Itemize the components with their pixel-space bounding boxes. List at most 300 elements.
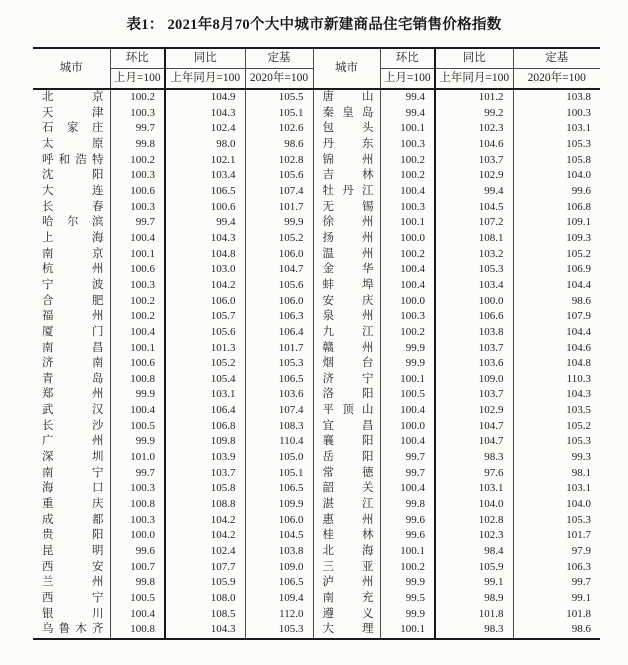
mom-value-left: 100.1 — [110, 247, 165, 263]
mom-value-left: 100.6 — [110, 184, 165, 200]
fixed-value-right: 98.6 — [513, 294, 600, 310]
fixed-value-right: 104.0 — [513, 497, 600, 513]
mom-value-right: 100.3 — [380, 309, 435, 325]
table-row — [33, 481, 600, 497]
mom-value-right: 100.2 — [380, 153, 435, 169]
mom-value-right: 99.9 — [380, 607, 435, 623]
yoy-value-right: 98.3 — [435, 622, 513, 639]
mom-value-right: 100.1 — [380, 121, 435, 137]
table-row — [33, 341, 600, 357]
city-cell-right: 大 理 — [313, 622, 380, 639]
mom-value-left: 101.0 — [110, 450, 165, 466]
table-row — [33, 294, 600, 310]
yoy-value-left: 107.7 — [165, 560, 245, 576]
yoy-value-right: 102.9 — [435, 403, 513, 419]
yoy-value-right: 107.2 — [435, 215, 513, 231]
fixed-value-right: 98.1 — [513, 466, 600, 482]
city-cell-right: 秦 皇 岛 — [313, 106, 380, 122]
yoy-value-right: 102.8 — [435, 513, 513, 529]
yoy-value-left: 104.2 — [165, 278, 245, 294]
yoy-value-left: 108.8 — [165, 497, 245, 513]
mom-value-right: 99.7 — [380, 450, 435, 466]
mom-value-left: 99.7 — [110, 215, 165, 231]
yoy-value-right: 103.8 — [435, 325, 513, 341]
mom-value-right: 100.4 — [380, 184, 435, 200]
fixed-value-left: 106.5 — [245, 372, 313, 388]
city-cell-left: 济 南 — [42, 357, 104, 370]
yoy-value-left: 104.9 — [165, 89, 245, 106]
table-row — [33, 184, 600, 200]
city-cell-right: 宜 昌 — [313, 419, 380, 435]
price-index-table — [33, 47, 600, 640]
fixed-value-left: 105.5 — [245, 89, 313, 106]
mom-value-right: 100.0 — [380, 294, 435, 310]
city-cell-left: 南 昌 — [42, 341, 104, 354]
table-row — [33, 168, 600, 184]
yoy-value-right: 104.5 — [435, 200, 513, 216]
header-yoy-right: 同比 — [435, 48, 513, 69]
mom-value-left: 99.7 — [110, 466, 165, 482]
city-cell-right: 遵 义 — [313, 607, 380, 623]
city-cell-left: 天 津 — [42, 106, 104, 119]
mom-value-left: 100.4 — [110, 403, 165, 419]
fixed-value-left: 109.4 — [245, 591, 313, 607]
city-cell-left: 长 春 — [42, 200, 104, 213]
table-row — [33, 231, 600, 247]
fixed-value-left: 102.8 — [245, 153, 313, 169]
mom-value-right: 99.5 — [380, 591, 435, 607]
table-row — [33, 325, 600, 341]
fixed-value-left: 106.5 — [245, 481, 313, 497]
fixed-value-right: 105.8 — [513, 153, 600, 169]
yoy-value-right: 98.4 — [435, 544, 513, 560]
fixed-value-left: 99.9 — [245, 215, 313, 231]
mom-value-left: 100.2 — [110, 294, 165, 310]
yoy-value-left: 98.0 — [165, 137, 245, 153]
fixed-value-left: 106.5 — [245, 575, 313, 591]
table-row — [33, 403, 600, 419]
table-row — [33, 278, 600, 294]
mom-value-left: 100.1 — [110, 341, 165, 357]
table-row — [33, 106, 600, 122]
fixed-value-right: 105.2 — [513, 419, 600, 435]
yoy-value-right: 103.2 — [435, 247, 513, 263]
table-header — [33, 48, 600, 89]
city-cell-left: 海 口 — [42, 482, 104, 495]
yoy-value-right: 101.8 — [435, 607, 513, 623]
yoy-value-right: 102.3 — [435, 121, 513, 137]
table-row — [33, 215, 600, 231]
city-cell-left: 乌 鲁 木 齐 — [42, 623, 104, 636]
table-row — [33, 466, 600, 482]
yoy-value-right: 103.6 — [435, 356, 513, 372]
city-cell-right: 无 锡 — [313, 200, 380, 216]
yoy-value-right: 99.2 — [435, 106, 513, 122]
yoy-value-left: 103.1 — [165, 387, 245, 403]
yoy-value-right: 99.4 — [435, 184, 513, 200]
mom-value-right: 100.4 — [380, 278, 435, 294]
fixed-value-left: 104.5 — [245, 528, 313, 544]
fixed-value-left: 103.6 — [245, 387, 313, 403]
fixed-value-right: 105.3 — [513, 137, 600, 153]
yoy-value-right: 102.9 — [435, 168, 513, 184]
city-cell-right: 蚌 埠 — [313, 278, 380, 294]
city-cell-right: 平 顶 山 — [313, 403, 380, 419]
city-cell-left: 西 安 — [42, 560, 104, 573]
city-cell-right: 泉 州 — [313, 309, 380, 325]
fixed-value-right: 99.1 — [513, 591, 600, 607]
mom-value-right: 100.4 — [380, 262, 435, 278]
city-cell-left: 武 汉 — [42, 404, 104, 417]
city-cell-left: 合 肥 — [42, 294, 104, 307]
yoy-value-left: 104.2 — [165, 528, 245, 544]
mom-value-right: 99.6 — [380, 528, 435, 544]
subheader-yoy-base-right: 上年同月=100 — [435, 69, 513, 90]
yoy-value-right: 104.6 — [435, 137, 513, 153]
fixed-value-left: 102.6 — [245, 121, 313, 137]
fixed-value-right: 103.1 — [513, 121, 600, 137]
city-cell-left: 青 岛 — [42, 372, 104, 385]
table-row — [33, 121, 600, 137]
yoy-value-right: 98.3 — [435, 450, 513, 466]
yoy-value-left: 105.4 — [165, 372, 245, 388]
city-cell-right: 襄 阳 — [313, 434, 380, 450]
city-cell-right: 常 德 — [313, 466, 380, 482]
city-cell-left: 长 沙 — [42, 419, 104, 432]
mom-value-left: 100.0 — [110, 528, 165, 544]
fixed-value-left: 105.6 — [245, 278, 313, 294]
table-title: 表1： 2021年8月70个大中城市新建商品住宅销售价格指数 — [126, 17, 502, 33]
city-cell-right: 包 头 — [313, 121, 380, 137]
mom-value-right: 100.4 — [380, 481, 435, 497]
yoy-value-left: 105.9 — [165, 575, 245, 591]
yoy-value-left: 106.4 — [165, 403, 245, 419]
city-cell-right: 北 海 — [313, 544, 380, 560]
yoy-value-right: 105.3 — [435, 262, 513, 278]
yoy-value-right: 109.0 — [435, 372, 513, 388]
yoy-value-right: 104.0 — [435, 497, 513, 513]
city-cell-left: 深 圳 — [42, 451, 104, 464]
mom-value-right: 100.2 — [380, 168, 435, 184]
yoy-value-left: 103.9 — [165, 450, 245, 466]
mom-value-left: 100.2 — [110, 153, 165, 169]
city-cell-left: 贵 阳 — [42, 529, 104, 542]
city-cell-left: 厦 门 — [42, 325, 104, 338]
mom-value-right: 100.0 — [380, 419, 435, 435]
yoy-value-left: 106.0 — [165, 294, 245, 310]
yoy-value-right: 108.1 — [435, 231, 513, 247]
header-mom-right: 环比 — [380, 48, 435, 69]
mom-value-right: 100.3 — [380, 137, 435, 153]
city-cell-right: 湛 江 — [313, 497, 380, 513]
table-body — [33, 89, 600, 639]
fixed-value-right: 99.3 — [513, 450, 600, 466]
table-row — [33, 247, 600, 263]
city-cell-left: 北 京 — [42, 91, 104, 103]
city-cell-left: 银 川 — [42, 607, 104, 620]
table-row — [33, 372, 600, 388]
table-row — [33, 575, 600, 591]
mom-value-right: 100.3 — [380, 200, 435, 216]
header-city-left: 城市 — [59, 62, 83, 74]
city-cell-right: 桂 林 — [313, 528, 380, 544]
mom-value-left: 99.8 — [110, 137, 165, 153]
table-row — [33, 528, 600, 544]
fixed-value-right: 106.3 — [513, 560, 600, 576]
yoy-value-left: 100.6 — [165, 200, 245, 216]
city-cell-right: 泸 州 — [313, 575, 380, 591]
yoy-value-right: 102.3 — [435, 528, 513, 544]
fixed-value-right: 107.9 — [513, 309, 600, 325]
mom-value-left: 100.8 — [110, 372, 165, 388]
city-cell-left: 杭 州 — [42, 263, 104, 276]
fixed-value-left: 105.6 — [245, 168, 313, 184]
subheader-mom-base-right: 上月=100 — [380, 69, 435, 90]
fixed-value-right: 109.3 — [513, 231, 600, 247]
city-cell-left: 广 州 — [42, 435, 104, 448]
fixed-value-left: 105.0 — [245, 450, 313, 466]
yoy-value-right: 100.0 — [435, 294, 513, 310]
fixed-value-right: 110.3 — [513, 372, 600, 388]
subheader-yoy-base-left: 上年同月=100 — [165, 69, 245, 90]
city-cell-left: 郑 州 — [42, 388, 104, 401]
mom-value-left: 100.3 — [110, 106, 165, 122]
header-fixed-left: 定基 — [245, 48, 313, 69]
city-cell-left: 哈 尔 滨 — [42, 216, 104, 229]
city-cell-right: 济 宁 — [313, 372, 380, 388]
city-cell-right: 唐 山 — [313, 89, 380, 106]
header-fixed-right: 定基 — [513, 48, 600, 69]
fixed-value-left: 109.0 — [245, 560, 313, 576]
fixed-value-left: 98.6 — [245, 137, 313, 153]
mom-value-left: 100.3 — [110, 200, 165, 216]
fixed-value-right: 103.5 — [513, 403, 600, 419]
yoy-value-left: 106.5 — [165, 184, 245, 200]
fixed-value-left: 105.2 — [245, 231, 313, 247]
fixed-value-left: 105.1 — [245, 106, 313, 122]
yoy-value-left: 102.4 — [165, 544, 245, 560]
city-cell-left: 南 宁 — [42, 466, 104, 479]
fixed-value-right: 105.3 — [513, 434, 600, 450]
city-cell-left: 南 京 — [42, 247, 104, 260]
city-cell-left: 太 原 — [42, 137, 104, 150]
mom-value-right: 100.2 — [380, 247, 435, 263]
fixed-value-left: 101.7 — [245, 200, 313, 216]
fixed-value-right: 106.9 — [513, 262, 600, 278]
fixed-value-right: 104.8 — [513, 356, 600, 372]
yoy-value-left: 103.7 — [165, 466, 245, 482]
city-cell-left: 石 家 庄 — [42, 122, 104, 135]
fixed-value-right: 104.3 — [513, 387, 600, 403]
table-row — [33, 200, 600, 216]
yoy-value-left: 104.3 — [165, 106, 245, 122]
mom-value-right: 100.1 — [380, 622, 435, 639]
yoy-value-left: 108.5 — [165, 607, 245, 623]
city-cell-right: 烟 台 — [313, 356, 380, 372]
city-cell-left: 昆 明 — [42, 545, 104, 558]
mom-value-right: 99.8 — [380, 497, 435, 513]
fixed-value-right: 105.2 — [513, 247, 600, 263]
yoy-value-left: 101.3 — [165, 341, 245, 357]
mom-value-right: 100.4 — [380, 403, 435, 419]
yoy-value-right: 103.4 — [435, 278, 513, 294]
mom-value-left: 100.8 — [110, 497, 165, 513]
mom-value-left: 100.3 — [110, 278, 165, 294]
mom-value-left: 100.3 — [110, 481, 165, 497]
mom-value-right: 100.1 — [380, 544, 435, 560]
mom-value-left: 100.5 — [110, 419, 165, 435]
yoy-value-left: 104.3 — [165, 231, 245, 247]
fixed-value-right: 100.3 — [513, 106, 600, 122]
mom-value-right: 99.7 — [380, 466, 435, 482]
fixed-value-right: 101.8 — [513, 607, 600, 623]
table-row — [33, 262, 600, 278]
mom-value-right: 100.1 — [380, 215, 435, 231]
mom-value-left: 100.6 — [110, 262, 165, 278]
mom-value-right: 100.1 — [380, 372, 435, 388]
table-row — [33, 137, 600, 153]
fixed-value-right: 104.6 — [513, 341, 600, 357]
mom-value-left: 99.9 — [110, 434, 165, 450]
city-cell-left: 大 连 — [42, 184, 104, 197]
yoy-value-left: 105.6 — [165, 325, 245, 341]
fixed-value-left: 110.4 — [245, 434, 313, 450]
table-row — [33, 497, 600, 513]
header-yoy-left: 同比 — [165, 48, 245, 69]
fixed-value-right: 98.6 — [513, 622, 600, 639]
yoy-value-right: 104.7 — [435, 419, 513, 435]
city-cell-right: 南 充 — [313, 591, 380, 607]
table-row — [33, 513, 600, 529]
mom-value-left: 100.4 — [110, 607, 165, 623]
city-cell-left: 呼 和 浩 特 — [42, 153, 104, 166]
city-cell-right: 徐 州 — [313, 215, 380, 231]
fixed-value-left: 104.7 — [245, 262, 313, 278]
city-cell-right: 洛 阳 — [313, 387, 380, 403]
mom-value-left: 100.7 — [110, 560, 165, 576]
mom-value-right: 99.9 — [380, 341, 435, 357]
fixed-value-left: 106.0 — [245, 247, 313, 263]
yoy-value-right: 97.6 — [435, 466, 513, 482]
fixed-value-left: 112.0 — [245, 607, 313, 623]
mom-value-right: 99.4 — [380, 106, 435, 122]
yoy-value-right: 103.1 — [435, 481, 513, 497]
mom-value-right: 99.6 — [380, 513, 435, 529]
fixed-value-right: 97.9 — [513, 544, 600, 560]
yoy-value-left: 103.0 — [165, 262, 245, 278]
fixed-value-right: 104.4 — [513, 278, 600, 294]
yoy-value-left: 105.2 — [165, 356, 245, 372]
yoy-value-left: 106.8 — [165, 419, 245, 435]
mom-value-right: 99.4 — [380, 89, 435, 106]
city-cell-left: 重 庆 — [42, 498, 104, 511]
city-cell-left: 西 宁 — [42, 592, 104, 604]
table-row — [33, 89, 600, 106]
fixed-value-right: 106.8 — [513, 200, 600, 216]
fixed-value-left: 105.3 — [245, 622, 313, 639]
yoy-value-left: 99.4 — [165, 215, 245, 231]
city-cell-right: 锦 州 — [313, 153, 380, 169]
yoy-value-left: 108.0 — [165, 591, 245, 607]
fixed-value-right: 103.8 — [513, 89, 600, 106]
fixed-value-left: 107.4 — [245, 403, 313, 419]
subheader-fixed-base-left: 2020年=100 — [245, 69, 313, 90]
mom-value-left: 99.8 — [110, 575, 165, 591]
mom-value-left: 100.2 — [110, 89, 165, 106]
mom-value-right: 99.9 — [380, 356, 435, 372]
fixed-value-right: 109.1 — [513, 215, 600, 231]
city-cell-right: 惠 州 — [313, 513, 380, 529]
fixed-value-left: 103.8 — [245, 544, 313, 560]
table-row — [33, 607, 600, 623]
mom-value-right: 100.2 — [380, 325, 435, 341]
city-cell-right: 扬 州 — [313, 231, 380, 247]
mom-value-left: 99.9 — [110, 387, 165, 403]
city-cell-left: 沈 阳 — [42, 169, 104, 182]
yoy-value-right: 104.7 — [435, 434, 513, 450]
yoy-value-left: 102.4 — [165, 121, 245, 137]
table-row — [33, 356, 600, 372]
fixed-value-left: 105.1 — [245, 466, 313, 482]
mom-value-right: 99.9 — [380, 575, 435, 591]
mom-value-left: 100.8 — [110, 622, 165, 639]
yoy-value-right: 98.9 — [435, 591, 513, 607]
yoy-value-right: 103.7 — [435, 341, 513, 357]
table-row — [33, 434, 600, 450]
city-cell-right: 安 庆 — [313, 294, 380, 310]
table-row — [33, 560, 600, 576]
header-mom-left: 环比 — [110, 48, 165, 69]
yoy-value-left: 105.8 — [165, 481, 245, 497]
fixed-value-right: 99.6 — [513, 184, 600, 200]
fixed-value-left: 106.0 — [245, 294, 313, 310]
table-row — [33, 544, 600, 560]
mom-value-right: 100.2 — [380, 560, 435, 576]
fixed-value-left: 108.3 — [245, 419, 313, 435]
yoy-value-left: 105.7 — [165, 309, 245, 325]
yoy-value-right: 103.7 — [435, 387, 513, 403]
table-row — [33, 450, 600, 466]
yoy-value-left: 104.2 — [165, 513, 245, 529]
city-cell-right: 九 江 — [313, 325, 380, 341]
fixed-value-right: 103.1 — [513, 481, 600, 497]
yoy-value-left: 104.3 — [165, 622, 245, 639]
mom-value-left: 100.5 — [110, 591, 165, 607]
yoy-value-right: 106.6 — [435, 309, 513, 325]
fixed-value-right: 105.3 — [513, 513, 600, 529]
table-row — [33, 387, 600, 403]
fixed-value-left: 106.0 — [245, 513, 313, 529]
subheader-fixed-base-right: 2020年=100 — [513, 69, 600, 90]
subheader-mom-base-left: 上月=100 — [110, 69, 165, 90]
table-row — [33, 309, 600, 325]
fixed-value-left: 106.4 — [245, 325, 313, 341]
city-cell-left: 宁 波 — [42, 278, 104, 291]
mom-value-right: 100.5 — [380, 387, 435, 403]
fixed-value-left: 106.3 — [245, 309, 313, 325]
fixed-value-right: 104.0 — [513, 168, 600, 184]
mom-value-left: 100.3 — [110, 168, 165, 184]
mom-value-left: 99.6 — [110, 544, 165, 560]
city-cell-left: 上 海 — [42, 231, 104, 244]
fixed-value-left: 105.3 — [245, 356, 313, 372]
fixed-value-right: 99.7 — [513, 575, 600, 591]
city-cell-right: 三 亚 — [313, 560, 380, 576]
table-row — [33, 591, 600, 607]
table-row — [33, 153, 600, 169]
header-city-right: 城市 — [313, 48, 380, 89]
fixed-value-left: 109.9 — [245, 497, 313, 513]
